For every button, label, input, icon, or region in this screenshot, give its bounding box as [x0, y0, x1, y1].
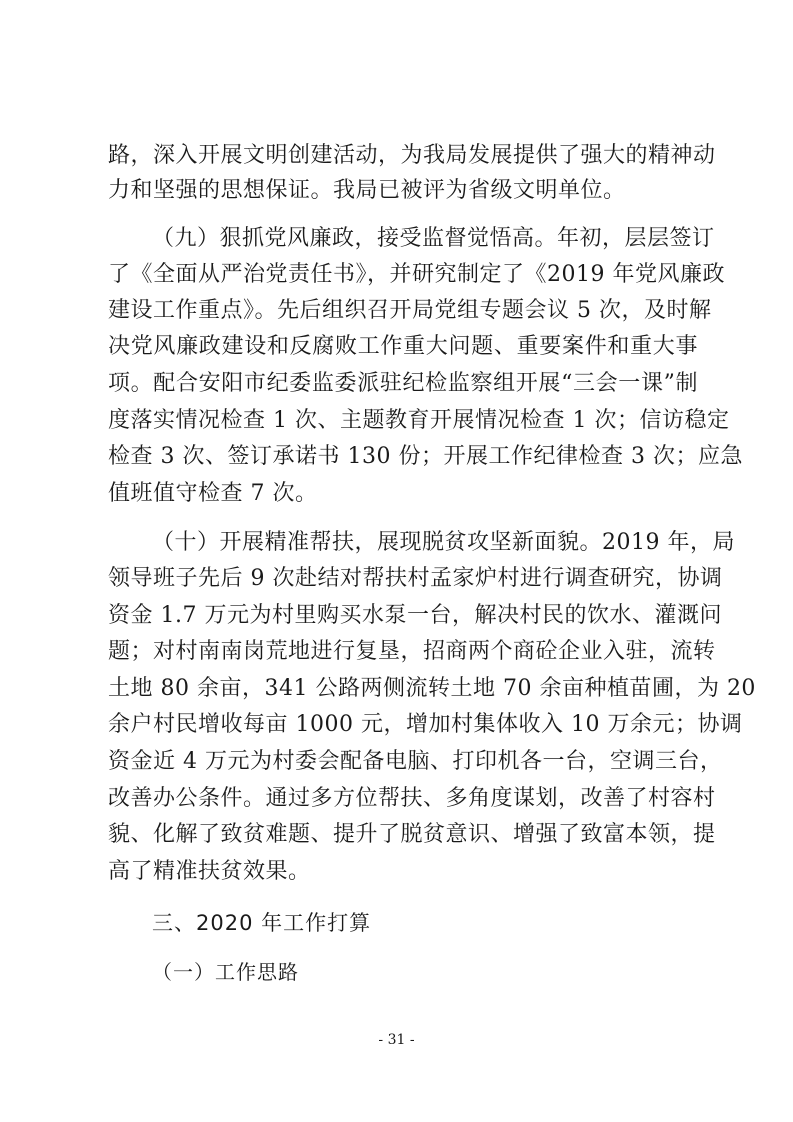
page-number: - 31 -: [378, 1032, 415, 1048]
body-text-line: 项。配合安阳市纪委监委派驻纪检监察组开展“三会一课”制: [108, 371, 698, 396]
body-text-line: 资金 1.7 万元为村里购买水泵一台，解决村民的饮水、灌溉问: [108, 603, 722, 628]
body-text-line: 题；对村南南岗荒地进行复垦，招商两个商砼企业入驻，流转: [108, 639, 716, 664]
body-text-line: 领导班子先后 9 次赴结对帮扶村孟家炉村进行调查研究，协调: [108, 566, 723, 591]
subsection-heading: （一）工作思路: [152, 960, 299, 984]
body-text-line: 余户村民增收每亩 1000 元，增加村集体收入 10 万余元；协调: [108, 712, 743, 737]
body-text-line: 貌、化解了致贫难题、提升了脱贫意识、增强了致富本领，提: [108, 822, 716, 847]
body-text-line: 土地 80 余亩，341 公路两侧流转土地 70 余亩种植苗圃，为 20: [108, 676, 756, 701]
body-text-line: 改善办公条件。通过多方位帮扶、多角度谋划，改善了村容村: [108, 786, 716, 811]
body-text-line: （九）狠抓党风廉政，接受监督觉悟高。年初，层层签订: [152, 226, 715, 251]
section-heading: 三、2020 年工作打算: [152, 911, 372, 935]
body-text-line: 路，深入开展文明创建活动，为我局发展提供了强大的精神动: [108, 143, 716, 168]
body-text-line: 高了精准扶贫效果。: [108, 859, 311, 884]
body-text-line: （十）开展精准帮扶，展现脱贫攻坚新面貌。2019 年，局: [152, 530, 735, 555]
body-text-line: 了《全面从严治党责任书》，并研究制定了《2019 年党风廉政: [108, 262, 725, 287]
body-text-line: 度落实情况检查 1 次、主题教育开展情况检查 1 次；信访稳定: [108, 408, 730, 433]
body-text-line: 值班值守检查 7 次。: [108, 481, 318, 506]
body-text-line: 检查 3 次、签订承诺书 130 份；开展工作纪律检查 3 次；应急: [108, 444, 743, 469]
body-text-line: 建设工作重点》。先后组织召开局党组专题会议 5 次，及时解: [108, 298, 712, 323]
body-text-line: 决党风廉政建设和反腐败工作重大问题、重要案件和重大事: [108, 334, 698, 359]
body-text-line: 力和坚强的思想保证。我局已被评为省级文明单位。: [108, 178, 626, 203]
body-text-line: 资金近 4 万元为村委会配备电脑、打印机各一台，空调三台，: [108, 749, 723, 774]
